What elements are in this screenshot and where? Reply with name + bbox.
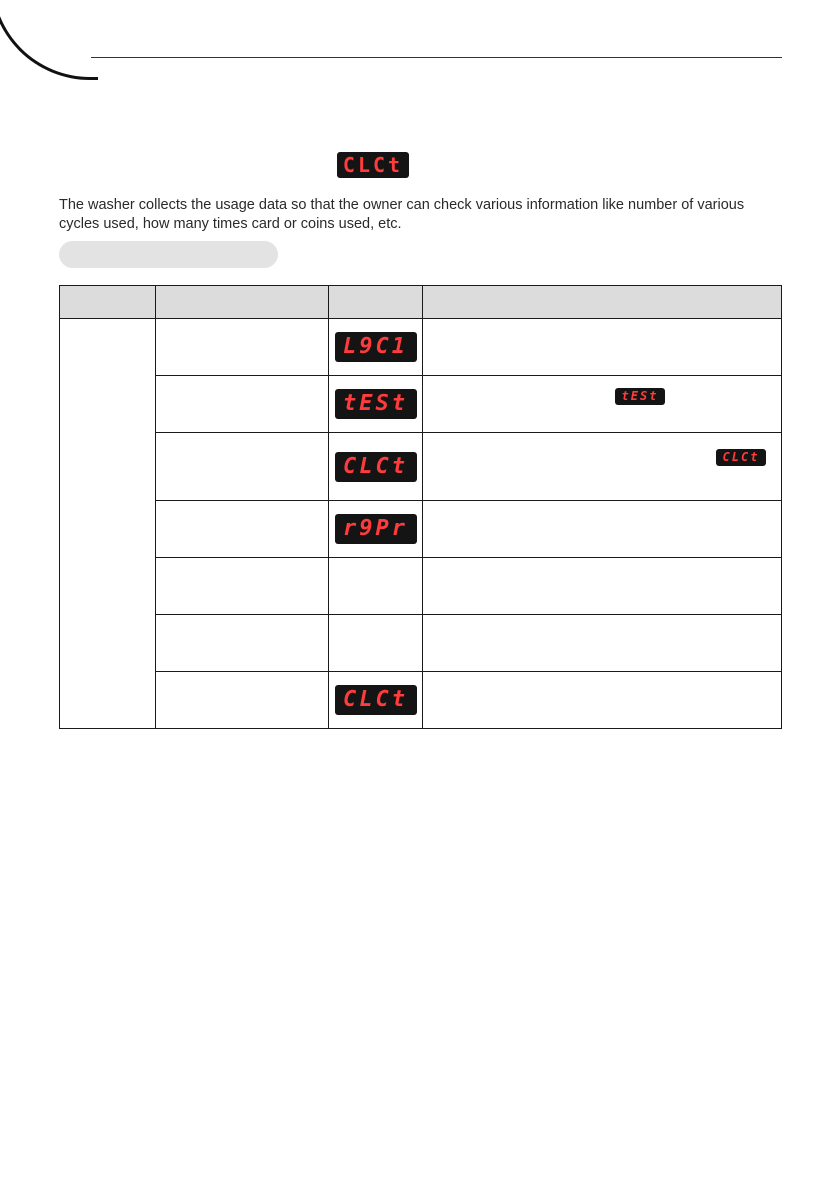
display-cell (329, 376, 423, 433)
group-cell (60, 319, 156, 729)
item-cell (156, 615, 329, 672)
description-cell (423, 376, 782, 433)
description-cell (423, 319, 782, 376)
section-label-pill (59, 241, 278, 268)
header-cell-2 (156, 286, 329, 319)
table-row (60, 376, 782, 433)
header-cell-4 (423, 286, 782, 319)
table-row (60, 501, 782, 558)
item-cell (156, 319, 329, 376)
clct-inline-icon: CLCt (716, 449, 766, 466)
page-corner-arc (0, 0, 98, 80)
table-row (60, 558, 782, 615)
item-cell (156, 672, 329, 729)
display-cell (329, 615, 423, 672)
test-display-icon: tESt (335, 389, 417, 419)
description-cell (423, 615, 782, 672)
display-cell (329, 672, 423, 729)
l9c1-display-icon: L9C1 (335, 332, 417, 362)
table-row (60, 433, 782, 501)
display-cell (329, 319, 423, 376)
table-row (60, 615, 782, 672)
display-cell (329, 558, 423, 615)
header-cell-1 (60, 286, 156, 319)
description-cell (423, 433, 782, 501)
top-rule (91, 57, 782, 58)
table-row (60, 672, 782, 729)
clct-display-icon: CLCt (337, 152, 409, 178)
table-row (60, 319, 782, 376)
table-header-row (60, 286, 782, 319)
description-cell (423, 501, 782, 558)
intro-paragraph: The washer collects the usage data so that the owner can check various information like number of various cycles used, how many times card or coins used, etc. (59, 197, 745, 232)
item-cell (156, 376, 329, 433)
header-cell-3 (329, 286, 423, 319)
display-cell (329, 433, 423, 501)
item-cell (156, 433, 329, 501)
usage-data-table (59, 285, 782, 729)
description-cell (423, 672, 782, 729)
item-cell (156, 558, 329, 615)
description-cell (423, 558, 782, 615)
clct-display-icon: CLCt (335, 452, 417, 482)
clct-display-icon: CLCt (335, 685, 417, 715)
r9pr-display-icon: r9Pr (335, 514, 417, 544)
display-cell (329, 501, 423, 558)
test-inline-icon: tESt (615, 388, 665, 405)
item-cell (156, 501, 329, 558)
